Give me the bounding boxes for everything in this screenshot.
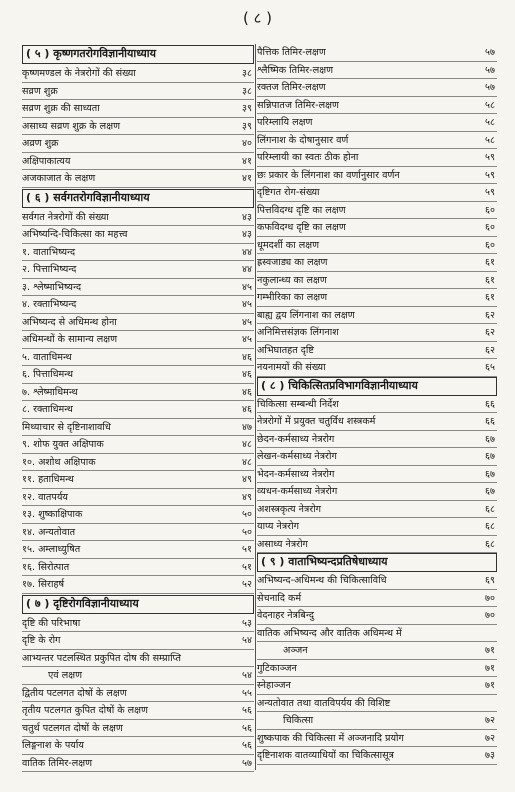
entry-page: ६६ <box>485 416 495 427</box>
entry-page: ७१ <box>485 662 495 674</box>
chapter-title: ( ९ ) वाताभिष्यन्दप्रतिषेधाध्याय <box>261 555 388 568</box>
toc-entry <box>257 79 497 97</box>
entry-page: ६७ <box>485 451 495 462</box>
entry-page: ६८ <box>485 503 495 515</box>
entry-title: वेदनाहर नेत्रबिन्दु <box>257 610 314 621</box>
toc-entry <box>22 100 254 118</box>
toc-entry <box>22 650 254 668</box>
entry-page: ४६ <box>242 386 252 398</box>
toc-entry <box>257 413 497 431</box>
toc-entry <box>22 737 254 755</box>
entry-page: ६० <box>485 222 495 233</box>
entry-page: ४० <box>242 138 252 149</box>
toc-entry <box>257 590 497 608</box>
entry-title: चतुर्थ पटलगत दोषों के लक्षण <box>22 722 123 734</box>
entry-title: ११. हताधिमन्थ <box>22 474 74 485</box>
entry-page: ६९ <box>485 575 495 586</box>
toc-entry <box>257 62 497 80</box>
entry-title: नयनामयों की संख्या <box>257 362 326 373</box>
entry-title: अभिष्यन्द से अधिमन्थ होना <box>22 316 117 328</box>
toc-entry <box>22 65 254 83</box>
entry-title: ८. रक्ताधिमन्थ <box>22 404 73 415</box>
entry-title: सन्निपातज तिमिर-लक्षण <box>257 99 339 111</box>
entry-page: ६१ <box>485 257 495 268</box>
toc-entry <box>257 431 497 449</box>
toc-entry <box>22 314 254 332</box>
entry-title: अक्षिपाकात्यय <box>22 155 71 167</box>
entry-page: ४६ <box>242 369 252 380</box>
right-column <box>257 44 497 765</box>
entry-page: ४९ <box>242 491 252 503</box>
toc-entry <box>257 254 497 272</box>
toc-entry <box>257 448 497 466</box>
entry-page: ७२ <box>485 732 495 744</box>
entry-title: १५. अम्लाध्युषित <box>22 544 81 555</box>
column-divider <box>255 44 256 770</box>
toc-entry <box>22 83 254 101</box>
entry-title: दृष्टिनाशक वातव्याधियों का चिकित्सासूत्र <box>257 750 394 761</box>
entry-title: दृष्टि के रोग <box>22 635 61 646</box>
entry-title: चिकित्सा सम्बन्धी निर्देश <box>257 398 339 410</box>
entry-title: १०. अशोथ अक्षिपाक <box>22 456 96 468</box>
entry-page: ५८ <box>485 117 495 128</box>
entry-title: ५. वाताधिमन्थ <box>22 351 72 363</box>
toc-entry <box>257 44 497 62</box>
entry-page: ५९ <box>485 187 495 198</box>
entry-title: पैत्तिक तिमिर-लक्षण <box>257 47 326 58</box>
entry-title: परिम्लायि लक्षण <box>257 117 313 128</box>
toc-entry <box>22 384 254 402</box>
entry-title: लेखन-कर्मसाध्य नेत्ररोग <box>257 451 337 462</box>
entry-title: एवं लक्षण <box>48 670 83 681</box>
toc-entry <box>257 625 497 643</box>
entry-title: छेदन-कर्मसाध्य नेत्ररोग <box>257 433 335 445</box>
entry-page: ५४ <box>242 670 252 681</box>
toc-entry <box>22 454 254 472</box>
toc-entry <box>257 747 497 765</box>
toc-entry <box>257 289 497 307</box>
entry-title: अनिमित्तसंज्ञक लिंगनाश <box>257 327 339 338</box>
toc-entry <box>22 153 254 171</box>
toc-entry <box>257 132 497 150</box>
entry-title: नकुलान्ध्य का लक्षण <box>257 274 327 286</box>
toc-entry <box>257 572 497 590</box>
toc-entry <box>257 712 497 730</box>
entry-page: ५१ <box>242 561 252 573</box>
entry-title: अभिष्यन्द-अधिमन्थ की चिकित्साविधि <box>257 575 387 586</box>
entry-page: ७१ <box>485 680 495 691</box>
entry-title: सव्रण शुक्र की साध्यता <box>22 103 100 114</box>
entry-page: ५७ <box>485 64 495 76</box>
entry-title: भेदन-कर्मसाध्य नेत्ररोग <box>257 468 335 480</box>
entry-title: शुष्कपाक की चिकित्सा में अञ्जनादि प्रयोग <box>257 732 404 744</box>
toc-entry <box>22 331 254 349</box>
entry-title: ह्रस्वजाड्य का लक्षण <box>257 257 328 268</box>
entry-page: ५१ <box>242 544 252 555</box>
entry-title: छः प्रकार के लिंगनाश का वर्णानुसार वर्णन <box>257 169 400 181</box>
entry-page: ४३ <box>242 211 252 223</box>
entry-page: ४६ <box>242 404 252 415</box>
toc-entry <box>257 660 497 678</box>
entry-page: ५६ <box>242 705 252 716</box>
toc-entry <box>22 471 254 489</box>
toc-entry <box>22 244 254 262</box>
toc-entry <box>257 359 497 377</box>
toc-entry <box>22 632 254 650</box>
entry-page: ५४ <box>242 635 252 646</box>
chapter-title: ( ५ ) कृष्णगतरोगविज्ञानीयाध्याय <box>26 47 157 60</box>
entry-title: अधिमन्थों के सामान्य लक्षण <box>22 334 118 345</box>
entry-title: १७. सिराहर्ष <box>22 579 65 590</box>
entry-page: ४७ <box>242 421 252 433</box>
entry-page: ४५ <box>242 299 252 310</box>
toc-entry <box>22 541 254 559</box>
entry-page: ५९ <box>485 152 495 163</box>
entry-title: सव्रण शुक्र <box>22 85 58 97</box>
entry-title: परिम्लायी का स्वतः ठीक होना <box>257 152 359 163</box>
entry-page: ६८ <box>485 521 495 532</box>
toc-entry <box>22 209 254 227</box>
toc-entry <box>22 667 254 685</box>
entry-title: पित्तविदग्ध दृष्टि का लक्षण <box>257 204 346 216</box>
entry-page: ६१ <box>485 274 495 286</box>
entry-page: ४६ <box>242 351 252 363</box>
entry-page: ५० <box>242 509 252 520</box>
entry-page: ४५ <box>242 281 252 293</box>
entry-title: दृष्टि की परिभाषा <box>22 617 81 629</box>
toc-entry <box>22 170 254 188</box>
entry-title: गुटिकाञ्जन <box>257 662 297 674</box>
toc-entry <box>22 702 254 720</box>
entry-page: ४५ <box>242 334 252 345</box>
entry-title: चिकित्सा <box>283 715 314 726</box>
toc-entry <box>22 489 254 507</box>
toc-entry <box>22 401 254 419</box>
entry-page: ३९ <box>242 120 252 132</box>
entry-title: लिङ्गनाश के पर्याय <box>22 740 84 751</box>
entry-page: ५७ <box>485 82 495 93</box>
entry-page: ५९ <box>485 169 495 181</box>
toc-entry <box>257 237 497 255</box>
entry-page: ४५ <box>242 316 252 328</box>
toc-entry <box>257 677 497 695</box>
entry-title: वातिक तिमिर-लक्षण <box>22 757 93 769</box>
entry-page: ४८ <box>242 439 252 450</box>
toc-entry <box>22 559 254 577</box>
entry-title: १. वाताभिष्यन्द <box>22 246 76 258</box>
toc-entry <box>257 307 497 325</box>
toc-entry <box>257 149 497 167</box>
entry-title: कृष्णमण्डल के नेत्ररोगों की संख्या <box>22 68 136 79</box>
toc-entry <box>22 755 254 773</box>
chapter-heading <box>257 377 497 396</box>
entry-page: ६० <box>485 239 495 251</box>
entry-page: ४१ <box>242 155 252 167</box>
entry-title: अञ्जन <box>283 645 308 656</box>
toc-entry <box>22 685 254 703</box>
entry-page: ७१ <box>485 645 495 656</box>
entry-page: ६२ <box>485 309 495 321</box>
entry-title: गम्भीरिका का लक्षण <box>257 292 328 303</box>
toc-entry <box>257 396 497 414</box>
entry-page: ५६ <box>242 740 252 751</box>
entry-title: व्यधन-कर्मसाध्य नेत्ररोग <box>257 486 338 497</box>
chapter-title: ( ८ ) चिकित्सितप्रविभागविज्ञानीयाध्याय <box>261 378 418 392</box>
chapter-title: ( ६ ) सर्वगतरोगविज्ञानीयाध्याय <box>26 190 150 204</box>
toc-entry <box>257 202 497 220</box>
entry-title: ७. श्लेष्माधिमन्थ <box>22 386 78 398</box>
entry-title: अभिघातहत दृष्टि <box>257 344 314 356</box>
entry-title: अशस्त्रकृत्य नेत्ररोग <box>257 503 322 515</box>
entry-title: धूमदर्शी का लक्षण <box>257 239 320 251</box>
entry-page: ५० <box>242 526 252 538</box>
entry-page: ४८ <box>242 456 252 468</box>
toc-entry <box>22 349 254 367</box>
entry-title: बाह्य द्वय लिंगनाश का लक्षण <box>257 309 355 321</box>
entry-page: ६५ <box>485 362 495 373</box>
entry-page: ६२ <box>485 327 495 338</box>
toc-entry <box>22 615 254 633</box>
toc-entry <box>257 695 497 713</box>
entry-title: १४. अन्यतोवात <box>22 526 76 538</box>
entry-title: सर्वगत नेत्ररोगों की संख्या <box>22 211 109 223</box>
toc-entry <box>257 607 497 625</box>
entry-title: ६. पित्ताधिमन्थ <box>22 369 73 380</box>
entry-title: ९. शोफ युक्त अक्षिपाक <box>22 439 104 450</box>
toc-entry <box>257 167 497 185</box>
entry-page: ७० <box>485 592 495 604</box>
entry-page: ३९ <box>242 103 252 114</box>
toc-entry <box>22 279 254 297</box>
toc-entry <box>22 261 254 279</box>
entry-page: ६८ <box>485 538 495 550</box>
entry-title: नेत्ररोगों में प्रयुक्त चतुर्विध शस्त्रकर्म <box>257 416 376 427</box>
entry-page: ६७ <box>485 468 495 480</box>
entry-page: ७२ <box>485 715 495 726</box>
toc-entry <box>22 720 254 738</box>
entry-title: रक्तज तिमिर-लक्षण <box>257 82 326 93</box>
entry-page: ६७ <box>485 486 495 497</box>
toc-entry <box>22 419 254 437</box>
toc-entry <box>257 483 497 501</box>
entry-title: कफविदग्ध दृष्टि का लक्षण <box>257 222 346 233</box>
toc-entry <box>22 226 254 244</box>
entry-page: ६६ <box>485 398 495 410</box>
chapter-heading <box>22 189 254 208</box>
entry-title: लिंगनाश के दोषानुसार वर्ण <box>257 134 349 146</box>
entry-page: ५७ <box>242 757 252 769</box>
entry-title: सेचनादि कर्म <box>257 592 302 604</box>
toc-entry <box>22 576 254 594</box>
toc-entry <box>257 324 497 342</box>
entry-page: ३८ <box>242 85 252 97</box>
entry-title: १३. शुष्काक्षिपाक <box>22 509 83 520</box>
entry-title: अभिष्यन्दि-चिकित्सा का महत्त्व <box>22 229 128 240</box>
toc-entry <box>22 506 254 524</box>
entry-page: ७० <box>485 610 495 621</box>
entry-title: अन्यतोवात तथा वातविपर्यय की विशिष्ट <box>257 697 391 709</box>
entry-page: ५५ <box>242 687 252 699</box>
toc-entry <box>22 436 254 454</box>
toc-entry <box>257 114 497 132</box>
chapter-heading <box>22 595 254 614</box>
toc-entry <box>22 366 254 384</box>
toc-entry <box>22 118 254 136</box>
entry-title: ४. रक्ताभिष्यन्द <box>22 299 77 310</box>
entry-page: ६० <box>485 204 495 216</box>
entry-title: याप्य नेत्ररोग <box>257 521 299 532</box>
entry-title: आभ्यन्तर पटलस्थित प्रकुपित दोष की सम्प्राप्ति <box>22 652 181 664</box>
entry-title: अव्रण शुक्र <box>22 138 59 149</box>
entry-page: ७३ <box>485 750 495 761</box>
entry-page: ५७ <box>485 47 495 58</box>
entry-title: ३. श्लेष्माभिष्यन्द <box>22 281 82 293</box>
chapter-heading <box>22 45 254 64</box>
toc-entry <box>257 184 497 202</box>
entry-page: ४१ <box>242 173 252 184</box>
toc-entry <box>257 272 497 290</box>
chapter-title: ( ७ ) दृष्टिरोगविज्ञानीयाध्याय <box>26 596 139 610</box>
entry-title: १२. वातपर्यय <box>22 491 68 503</box>
toc-entry <box>257 642 497 660</box>
entry-title: असाध्य नेत्ररोग <box>257 538 308 550</box>
entry-title: द्वितीय पटलगत दोषों के लक्षण <box>22 687 127 699</box>
toc-entry <box>257 219 497 237</box>
entry-title: दृष्टिगत रोग-संख्या <box>257 187 320 198</box>
toc-entry <box>22 524 254 542</box>
entry-page: ६१ <box>485 292 495 303</box>
entry-page: ६७ <box>485 433 495 445</box>
toc-entry <box>22 296 254 314</box>
entry-page: ५८ <box>485 99 495 111</box>
entry-page: ३८ <box>242 68 252 79</box>
toc-entry <box>257 97 497 115</box>
left-column <box>22 44 254 772</box>
toc-entry <box>257 501 497 519</box>
entry-title: १६. सिरोत्पात <box>22 561 70 573</box>
entry-title: वातिक अभिष्यन्द और वातिक अधिमन्थ में <box>257 627 402 639</box>
entry-title: मिथ्याचार से दृष्टिनाशावधि <box>22 421 111 433</box>
page-number: ( ८ ) <box>242 9 273 27</box>
entry-page: ६२ <box>485 344 495 356</box>
toc-entry <box>257 466 497 484</box>
entry-page: ५२ <box>242 579 252 590</box>
entry-page: ४४ <box>242 246 252 258</box>
entry-title: अजकाजात के लक्षण <box>22 173 96 184</box>
entry-page: ५८ <box>485 134 495 146</box>
entry-title: तृतीय पटलगत कुपित दोषों के लक्षण <box>22 705 148 716</box>
entry-page: ५६ <box>242 722 252 734</box>
entry-title: असाध्य सव्रण शुक्र के लक्षण <box>22 120 121 132</box>
toc-entry <box>257 536 497 554</box>
entry-page: ५३ <box>242 617 252 629</box>
toc-entry <box>257 518 497 536</box>
entry-page: ४४ <box>242 264 252 275</box>
entry-title: श्लैष्मिक तिमिर-लक्षण <box>257 64 334 76</box>
entry-page: ४९ <box>242 474 252 485</box>
toc-entry <box>257 730 497 748</box>
entry-title: स्नेहाञ्जन <box>257 680 291 691</box>
toc-entry <box>257 342 497 360</box>
toc-entry <box>22 135 254 153</box>
entry-title: २. पित्ताभिष्यन्द <box>22 264 77 275</box>
chapter-heading <box>257 553 497 572</box>
entry-page: ४३ <box>242 229 252 240</box>
